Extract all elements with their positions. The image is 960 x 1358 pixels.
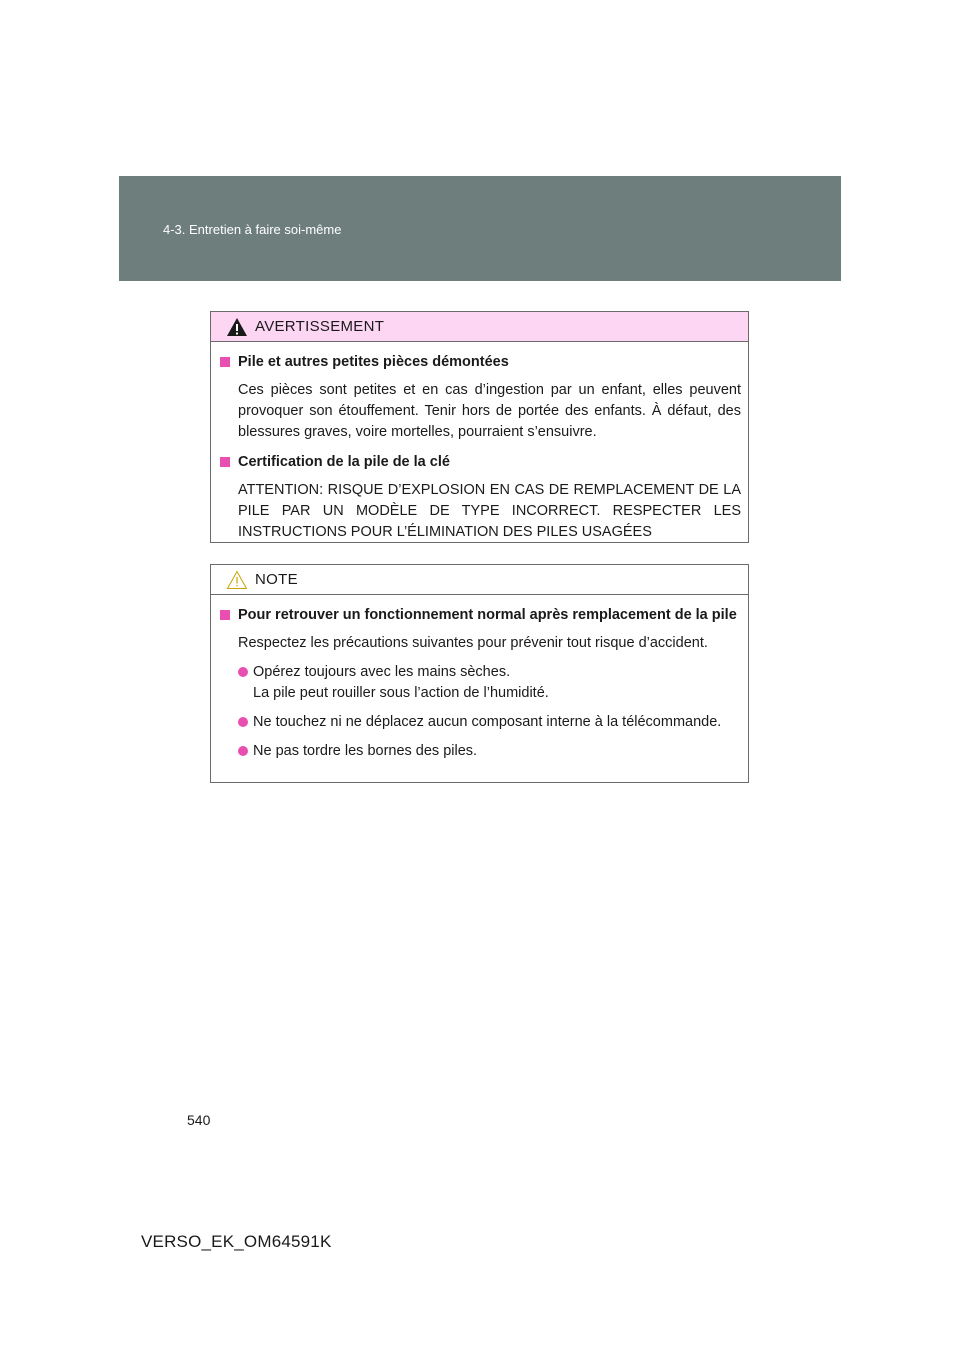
warning-box: [210, 311, 749, 543]
square-bullet-icon: [220, 357, 230, 367]
warning-item-heading: Certification de la pile de la clé: [220, 452, 741, 473]
list-item: [220, 712, 741, 733]
section-title: 4-3. Entretien à faire soi-même: [163, 222, 342, 237]
bullet-subtext: La pile peut rouiller sous l’action de l’humidité.: [253, 685, 549, 701]
caution-outline-icon: [225, 569, 249, 591]
warning-header: [211, 312, 748, 342]
note-title: NOTE: [255, 571, 298, 588]
bullet-text: Opérez toujours avec les mains sèches.: [253, 664, 511, 680]
list-item: [220, 741, 741, 762]
list-item: [220, 662, 741, 704]
page-number: 540: [187, 1112, 211, 1128]
warning-item-text: Ces pièces sont petites et en cas d’ingestion par un enfant, elles peuvent provoquer son étouffement. Tenir hors de portée des enfants. À défaut, des blessures graves, voire mortelles, pourraient s’ensuivre.: [238, 382, 741, 440]
note-intro: Respectez les précautions suivantes pour prévenir tout risque d’accident.: [238, 635, 708, 651]
note-box: [210, 564, 749, 783]
warning-item-heading: Pile et autres petites pièces démontées: [220, 352, 741, 373]
bullet-text: Ne touchez ni ne déplacez aucun composant interne à la télécommande.: [253, 714, 722, 730]
round-bullet-icon: [238, 667, 248, 677]
warning-item-text: ATTENTION: RISQUE D’EXPLOSION EN CAS DE REMPLACEMENT DE LA PILE PAR UN MODÈLE DE TYPE INCORRECT. RESPECTER LES INSTRUCTIONS POUR L’ÉLIMINATION DES PILES USAGÉES: [238, 482, 741, 540]
square-bullet-icon: [220, 457, 230, 467]
warning-filled-icon: [225, 316, 249, 338]
round-bullet-icon: [238, 746, 248, 756]
note-heading: Pour retrouver un fonctionnement normal après remplacement de la pile: [220, 605, 741, 626]
square-bullet-icon: [220, 610, 230, 620]
round-bullet-icon: [238, 717, 248, 727]
warning-title: AVERTISSEMENT: [255, 318, 385, 335]
note-header: [211, 565, 748, 595]
bullet-text: Ne pas tordre les bornes des piles.: [253, 743, 478, 759]
document-code: VERSO_EK_OM64591K: [141, 1232, 332, 1251]
